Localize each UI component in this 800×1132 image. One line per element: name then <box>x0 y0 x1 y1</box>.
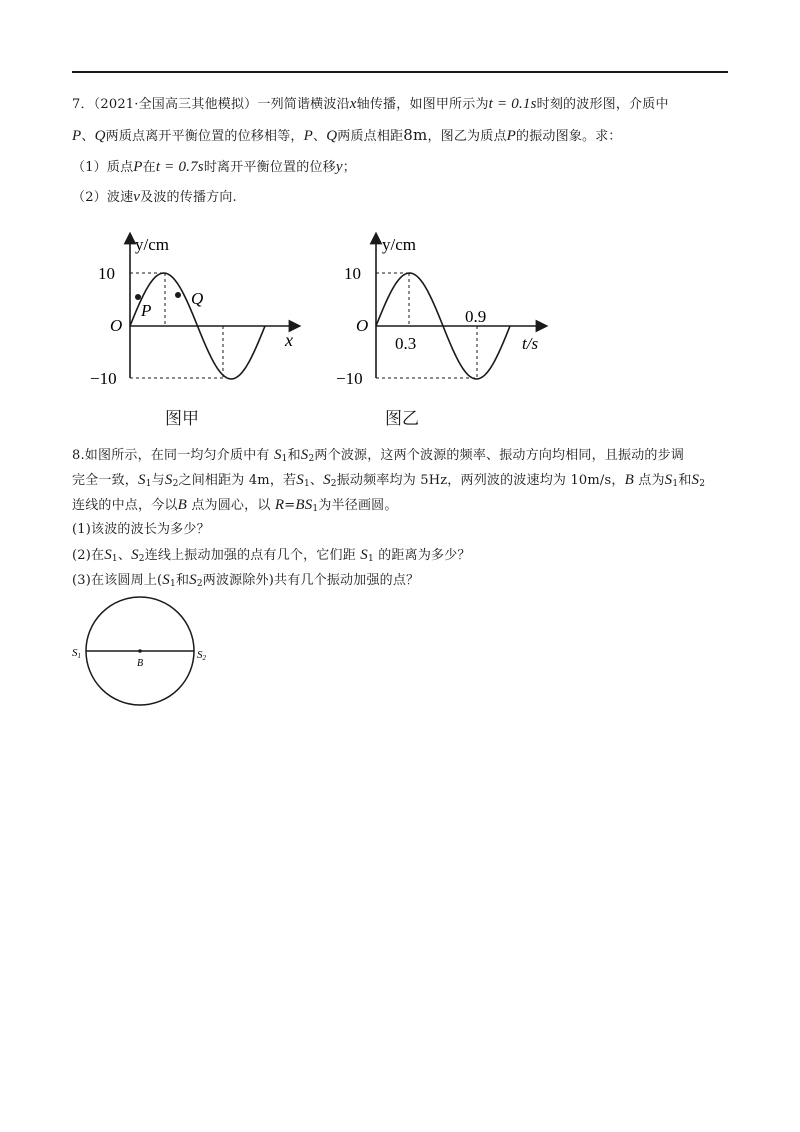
tick-minus-10: −10 <box>336 369 363 388</box>
q8-part-2: (2)在$S_1$、$S_2$连线上振动加强的点有几个，它们距 $S_1$ 的距离为多少？ <box>72 547 471 564</box>
tick-0-9: 0.9 <box>465 307 487 326</box>
q7-line-4: （2）波速v及波的传播方向. <box>72 189 237 205</box>
tick-minus-10: −10 <box>90 369 117 388</box>
q7-line-2: P、Q两质点离开平衡位置的位移相等，P、Q两质点相距8m，图乙为质点P的振动图象。求： <box>72 126 622 144</box>
label-q: Q <box>191 289 204 308</box>
point-q <box>175 292 181 298</box>
q8-part-1: (1)该波的波长为多少？ <box>72 522 210 537</box>
tick-10: 10 <box>98 264 115 283</box>
label-b: B <box>137 658 144 669</box>
tick-0-3: 0.3 <box>395 334 417 353</box>
q8-part-3: (3)在该圆周上($S_1$和$S_2$两波源除外)共有几个振动加强的点？ <box>72 572 420 589</box>
point-p <box>135 294 141 300</box>
q8-line-3: 连线的中点，今以B 点为圆心，以 $R=BS_1$为半径画圆。 <box>72 497 398 514</box>
y-axis-label: y/cm <box>135 235 169 254</box>
q7-line-3: （1）质点P在t = 0.7s时离开平衡位置的位移y； <box>72 159 356 175</box>
y-axis-label: y/cm <box>382 235 416 254</box>
caption-a: 图甲 <box>165 409 199 429</box>
x-axis-label: x <box>285 330 293 350</box>
vibration-graph-b <box>332 228 552 398</box>
origin-label: O <box>356 316 369 335</box>
q8-line-1: 8.如图所示，在同一均匀介质中有 $S_1$和$S_2$两个波源，这两个波源的频率、振动方向均相同，且振动的步调 <box>72 447 685 464</box>
label-s2: S2 <box>197 649 206 662</box>
label-s1: S1 <box>72 647 81 660</box>
caption-b: 图乙 <box>385 409 419 429</box>
origin-label: O <box>110 316 123 335</box>
top-rule <box>72 71 728 73</box>
wave-graph-a <box>90 228 305 398</box>
t-axis-label: t/s <box>522 334 539 353</box>
tick-10: 10 <box>344 264 361 283</box>
q7-line-1: 7．（2021·全国高三其他模拟）一列简谐横波沿x轴传播，如图甲所示为t = 0.1s时刻的波形图，介质中 <box>72 96 669 112</box>
label-p: P <box>141 301 152 320</box>
q8-line-2: 完全一致，$S_1$与$S_2$之间相距为 4m，若$S_1$、$S_2$振动频率均为 5Hz，两列波的波速均为 10m/s，B 点为$S_1$和$S_2$ <box>72 472 706 489</box>
center-point-b <box>138 649 142 653</box>
circle-diagram <box>70 596 220 708</box>
